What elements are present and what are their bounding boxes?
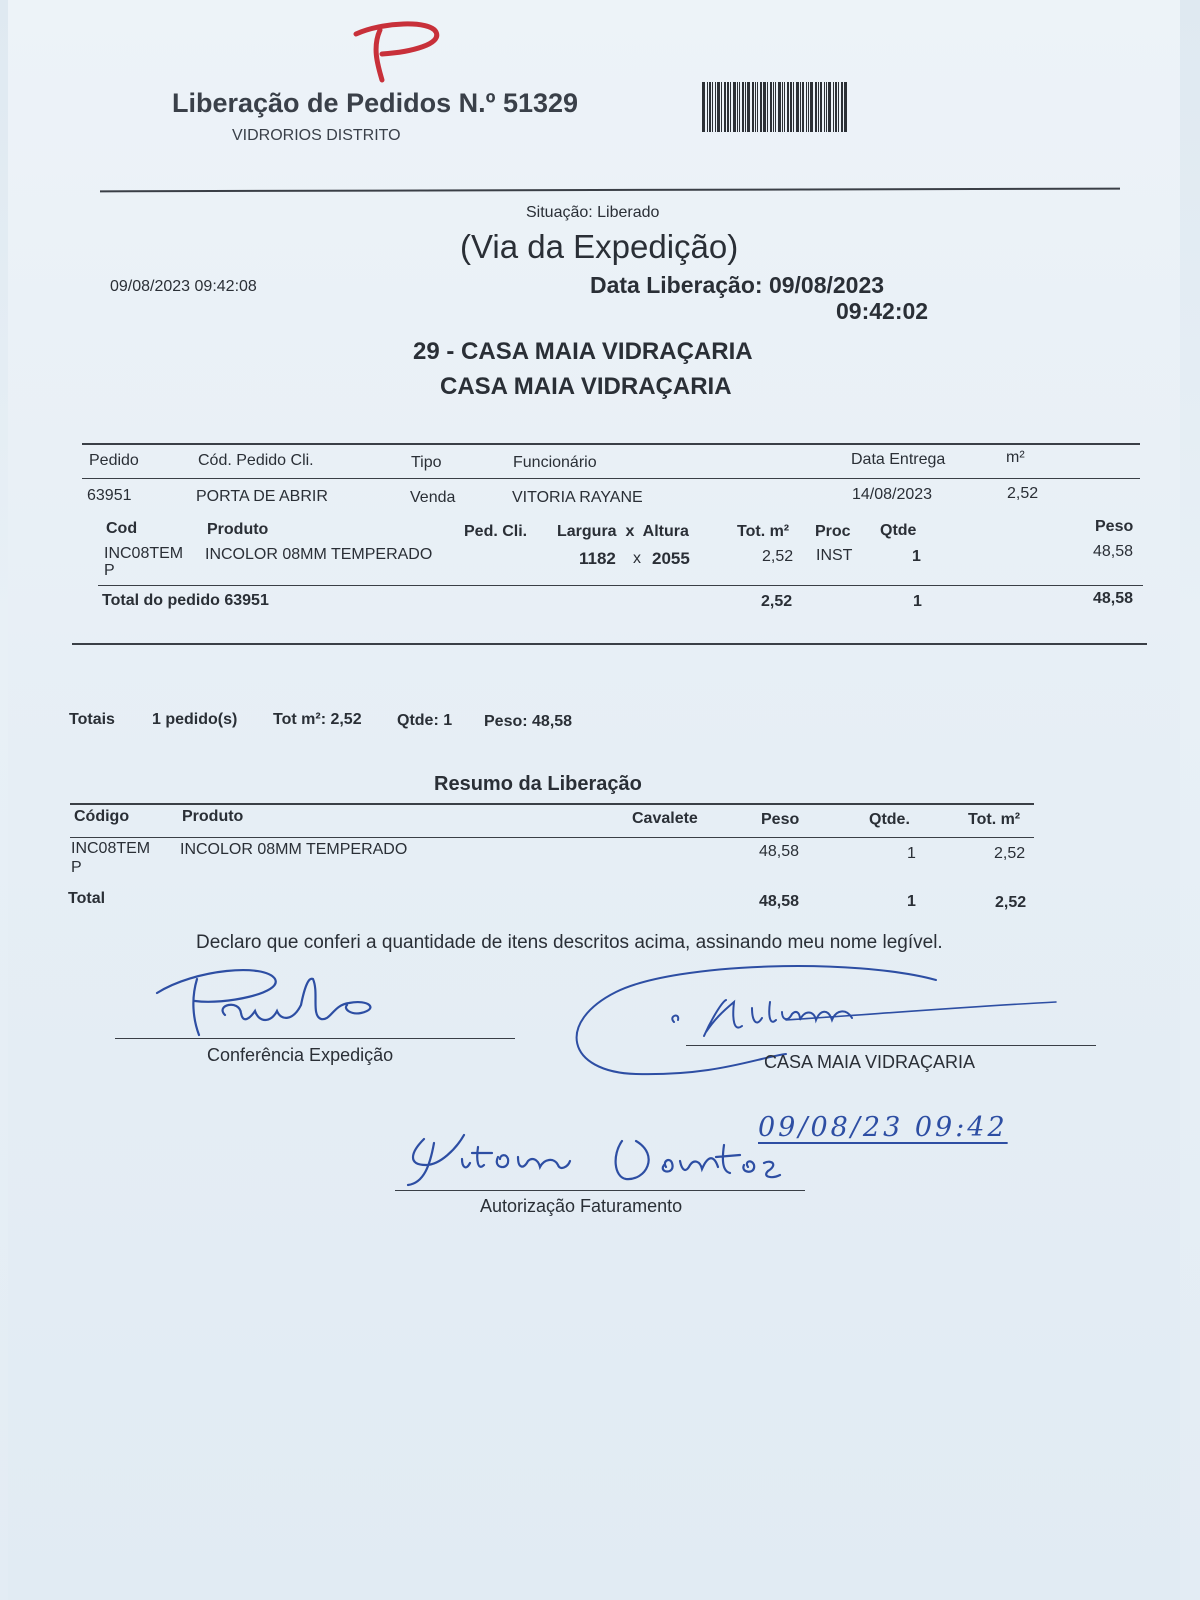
barcode [702, 82, 880, 132]
barcode-bar [747, 82, 750, 132]
item-header-qtde: Qtde [880, 522, 917, 539]
barcode-bar [745, 82, 746, 132]
barcode-bar [763, 82, 766, 132]
barcode-bar [778, 82, 781, 132]
order-header-line [82, 478, 1140, 479]
barcode-bar [802, 82, 804, 132]
barcode-bar [702, 82, 705, 132]
client-name: CASA MAIA VIDRAÇARIA [440, 373, 732, 400]
order-m2-value: 2,52 [1007, 485, 1039, 502]
barcode-bar [841, 82, 843, 132]
totais-pedidos: 1 pedido(s) [152, 711, 238, 728]
resumo-title: Resumo da Liberação [434, 773, 642, 795]
order-pedido-value: 63951 [87, 487, 132, 504]
order-top-line [82, 443, 1140, 445]
order-total-line [98, 585, 1143, 586]
barcode-bar [737, 82, 738, 132]
order-funcionario-value: VITORIA RAYANE [512, 489, 643, 506]
barcode-bar [767, 82, 768, 132]
handwritten-date: 09/08/23 09:42 [758, 1112, 1008, 1143]
release-date: Data Liberação: 09/08/2023 [590, 272, 885, 298]
barcode-bar [724, 82, 726, 132]
item-header-produto: Produto [207, 521, 269, 538]
barcode-bar [790, 82, 792, 132]
totais-qtde: Qtde: 1 [397, 712, 453, 729]
copy-type: (Via da Expedição) [460, 228, 739, 265]
resumo-header-peso: Peso [761, 811, 800, 828]
barcode-bar [782, 82, 783, 132]
resumo-total-label: Total [68, 890, 106, 907]
barcode-bar [715, 82, 716, 132]
signature-label-conferencia: Conferência Expedição [207, 1045, 394, 1065]
barcode-bar [730, 82, 731, 132]
barcode-bar [833, 82, 834, 132]
barcode-bar [757, 82, 758, 132]
resumo-total-qtde: 1 [907, 893, 916, 910]
order-total-tot-m2: 2,52 [761, 593, 793, 610]
item-produto: INCOLOR 08MM TEMPERADO [205, 546, 433, 563]
barcode-bar [721, 82, 722, 132]
item-header-peso: Peso [1095, 518, 1134, 535]
resumo-produto: INCOLOR 08MM TEMPERADO [180, 841, 408, 858]
item-header-cod: Cod [106, 520, 138, 537]
resumo-top-line [70, 803, 1034, 805]
barcode-bar [838, 82, 839, 132]
barcode-bar [752, 82, 754, 132]
resumo-total-tot-m2: 2,52 [995, 894, 1027, 911]
signature-paulo [155, 965, 435, 1045]
col-header-tipo: Tipo [411, 454, 442, 471]
resumo-header-cavalete: Cavalete [632, 810, 698, 827]
release-time: 09:42:02 [836, 298, 929, 324]
barcode-bar [820, 82, 822, 132]
totais-tot-m2: Tot m²: 2,52 [273, 711, 362, 728]
resumo-codigo-line1: INC08TEM [71, 840, 151, 857]
barcode-bar [793, 82, 794, 132]
barcode-bar [835, 82, 837, 132]
barcode-bar [806, 82, 807, 132]
barcode-bar [770, 82, 772, 132]
col-header-cod-pedido-cli: Cód. Pedido Cli. [198, 452, 314, 469]
col-header-m2: m² [1006, 449, 1025, 466]
item-x: x [633, 550, 641, 567]
order-tipo-value: Venda [410, 489, 456, 506]
barcode-bar [800, 82, 801, 132]
barcode-bar [755, 82, 756, 132]
barcode-bar [775, 82, 776, 132]
barcode-bar [760, 82, 762, 132]
barcode-bar [828, 82, 831, 132]
signature-label-autorizacao: Autorização Faturamento [480, 1196, 683, 1216]
resumo-header-produto: Produto [182, 808, 244, 825]
barcode-bar [810, 82, 813, 132]
barcode-bar [818, 82, 819, 132]
totais-peso: Peso: 48,58 [484, 713, 573, 730]
col-header-pedido: Pedido [89, 452, 139, 469]
item-tot-m2: 2,52 [762, 548, 794, 565]
resumo-qtde: 1 [907, 845, 916, 862]
resumo-tot-m2: 2,52 [994, 845, 1026, 862]
order-total-qtde: 1 [913, 593, 922, 610]
barcode-bar [824, 82, 825, 132]
resumo-peso: 48,58 [759, 843, 800, 860]
signature-line-autorizacao [395, 1190, 805, 1191]
col-header-funcionario: Funcionário [513, 454, 597, 471]
resumo-header-codigo: Código [74, 808, 130, 825]
order-total-label: Total do pedido 63951 [102, 592, 269, 609]
barcode-bar [712, 82, 713, 132]
barcode-bar [717, 82, 720, 132]
barcode-bar [796, 82, 799, 132]
resumo-total-peso: 48,58 [759, 893, 800, 910]
resumo-header-tot-m2: Tot. m² [968, 811, 1021, 828]
signature-line-cliente [686, 1045, 1096, 1046]
barcode-bar [707, 82, 708, 132]
item-header-proc: Proc [815, 523, 851, 540]
signature-label-cliente: CASA MAIA VIDRAÇARIA [764, 1052, 976, 1072]
totais-label: Totais [69, 711, 115, 728]
logo-p-mark [352, 18, 442, 88]
item-altura: 2055 [652, 549, 690, 568]
item-cod-line2: P [104, 562, 115, 579]
printed-timestamp: 09/08/2023 09:42:08 [110, 278, 257, 295]
barcode-bar [739, 82, 740, 132]
item-cod-line1: INC08TEM [104, 545, 184, 562]
barcode-bar [784, 82, 785, 132]
order-total-peso: 48,58 [1093, 590, 1134, 607]
status-text: Situação: Liberado [526, 204, 660, 221]
barcode-bar [815, 82, 817, 132]
col-header-data-entrega: Data Entrega [851, 451, 946, 468]
item-peso: 48,58 [1093, 543, 1134, 560]
item-header-tot-m2: Tot. m² [737, 523, 790, 540]
order-bottom-line [72, 643, 1147, 645]
client-name-code: 29 - CASA MAIA VIDRAÇARIA [413, 338, 753, 365]
order-data-entrega-value: 14/08/2023 [852, 486, 933, 503]
barcode-bar [742, 82, 744, 132]
barcode-bar [727, 82, 729, 132]
company-name: VIDRORIOS DISTRITO [232, 127, 401, 144]
resumo-codigo-line2: P [71, 859, 82, 876]
item-header-ped-cli: Ped. Cli. [464, 523, 528, 540]
barcode-bar [773, 82, 774, 132]
resumo-header-qtde: Qtde. [869, 811, 910, 828]
item-header-largura-altura: Largura x Altura [557, 523, 689, 540]
item-proc: INST [816, 547, 853, 564]
signature-vitoria-dantas [400, 1125, 800, 1195]
barcode-bar [826, 82, 827, 132]
item-largura: 1182 [579, 549, 616, 568]
barcode-bar [787, 82, 789, 132]
resumo-header-line [70, 837, 1034, 838]
barcode-bar [808, 82, 809, 132]
order-cod-pedido-cli-value: PORTA DE ABRIR [196, 488, 328, 505]
document-title: Liberação de Pedidos N.º 51329 [172, 88, 579, 118]
barcode-bar [709, 82, 711, 132]
declaration-text: Declaro que conferi a quantidade de itens descritos acima, assinando meu nome legível. [196, 932, 943, 953]
barcode-bar [844, 82, 847, 132]
item-qtde: 1 [912, 548, 921, 565]
barcode-bar [733, 82, 736, 132]
